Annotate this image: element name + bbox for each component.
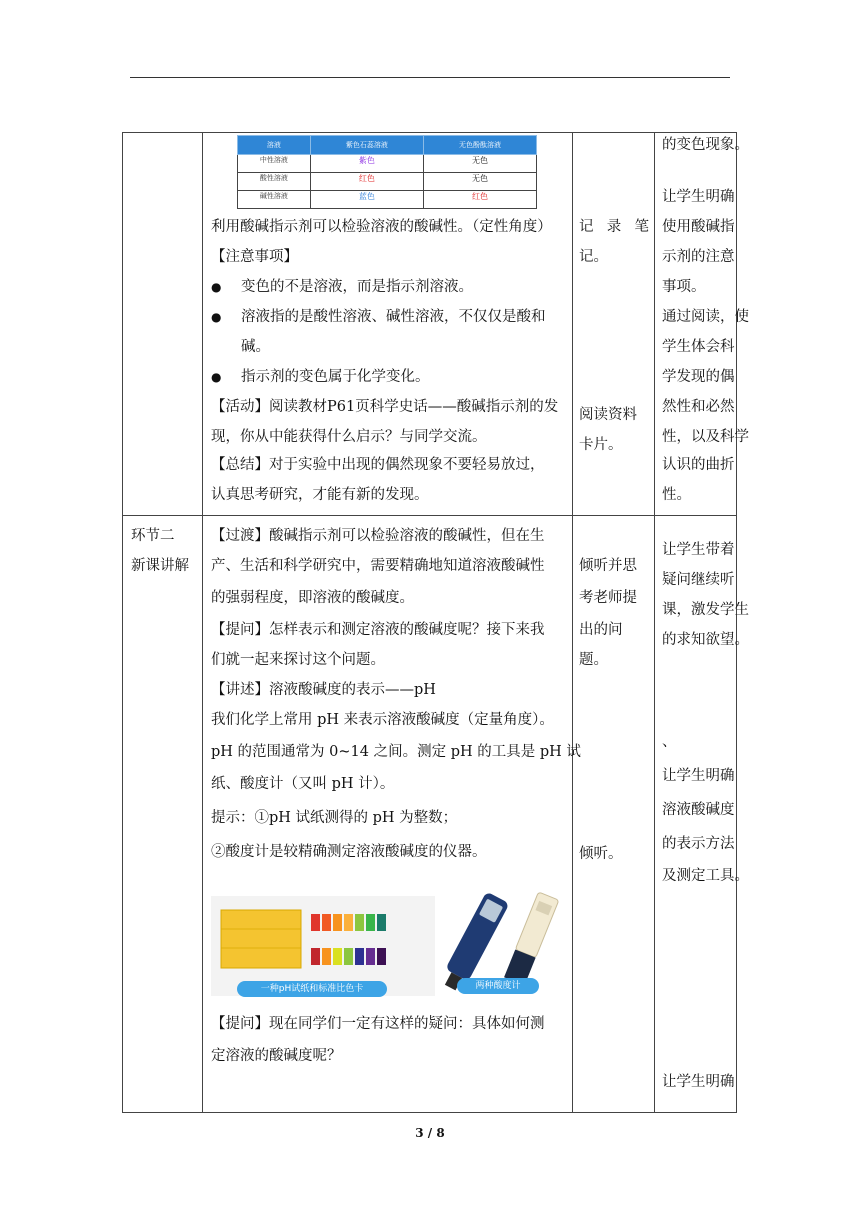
intent-cell — [655, 516, 749, 1113]
text-line: 产、生活和科学研究中，需要精确地知道溶液酸碱性 — [211, 558, 545, 574]
content-cell — [203, 133, 573, 516]
student-cell — [573, 516, 655, 1113]
stage-label: 环节二 — [131, 528, 175, 544]
indicator-cell: 碱性溶液 — [238, 191, 311, 209]
intent-text: 让 学 生 带 着 — [662, 542, 735, 558]
student-text: 题。 — [579, 652, 608, 668]
bullet-text: 变色的不是溶液，而是指示剂溶液。 — [241, 279, 473, 295]
text-line: 【讲述】溶液酸碱度的表示——pH — [211, 682, 436, 698]
text-line: pH 的范围通常为 0~14 之间。测定 pH 的工具是 pH 试 — [211, 744, 581, 760]
student-cell — [573, 133, 655, 516]
student-text: 阅读资料 — [579, 407, 637, 423]
text-line: 【过渡】酸碱指示剂可以检验溶液的酸碱性，但在生 — [211, 528, 545, 544]
intent-text: 的求知欲望。 — [662, 632, 749, 648]
indicator-cell: 酸性溶液 — [238, 173, 311, 191]
indicator-color-table — [237, 135, 537, 209]
intent-text: 性。 — [662, 487, 691, 503]
intent-text: 使 用 酸 碱 指 — [662, 219, 735, 235]
text-line: 认真思考研究，才能有新的发现。 — [211, 487, 429, 503]
intent-text: 及测定工具。 — [662, 868, 749, 884]
table-row — [123, 516, 737, 1113]
intent-text: 溶 液 酸 碱 度 — [662, 802, 735, 818]
text-line: 的强弱程度，即溶液的酸碱度。 — [211, 590, 414, 606]
text-line: 利用酸碱指示剂可以检验溶液的酸碱性。（定性角度） — [211, 219, 552, 235]
text-line: 【提问】怎样表示和测定溶液的酸碱度呢？接下来我 — [211, 622, 545, 638]
indicator-header: 无色酚酞溶液 — [423, 136, 536, 155]
header-rule — [130, 77, 730, 78]
intent-text: 示 剂 的 注 意 — [662, 249, 735, 265]
intent-text: 让 学 生 明 确 — [662, 768, 735, 784]
indicator-cell: 无色 — [423, 173, 536, 191]
text-line: 定溶液的酸碱度呢？ — [211, 1048, 342, 1064]
stage-cell — [123, 133, 203, 516]
intent-text: 认 识 的 曲 折 — [662, 457, 735, 473]
bullet-icon: ● — [211, 310, 222, 324]
indicator-header: 紫色石蕊溶液 — [310, 136, 423, 155]
intent-text: 让 学 生 明 确 — [662, 1074, 735, 1090]
student-text: 考老师提 — [579, 590, 637, 606]
text-line: 【总结】对于实验中出现的偶然现象不要轻易放过， — [211, 457, 545, 473]
student-text: 卡片。 — [579, 437, 623, 453]
text-line: 我们化学上常用 pH 来表示溶液酸碱度（定量角度）。 — [211, 712, 554, 728]
intent-text: 让 学 生 明 确 — [662, 189, 735, 205]
bullet-text: 指示剂的变色属于化学变化。 — [241, 369, 430, 385]
stage-label: 新课讲解 — [131, 558, 189, 574]
indicator-header: 溶液 — [238, 136, 311, 155]
lesson-plan-table — [122, 132, 749, 1113]
text-line: 纸、酸度计（又叫 pH 计）。 — [211, 776, 395, 792]
intent-text: 课，激发学生 — [662, 602, 749, 618]
intent-text: 性，以及科学 — [662, 429, 749, 445]
intent-text: 的 表 示 方 法 — [662, 836, 735, 852]
text-line: ②酸度计是较精确测定溶液酸碱度的仪器。 — [211, 844, 487, 860]
note-title: 【注意事项】 — [211, 249, 298, 265]
indicator-cell: 无色 — [423, 155, 536, 173]
page-number: 3 / 8 — [415, 1126, 445, 1140]
indicator-cell: 蓝色 — [310, 191, 423, 209]
text-line: 【提问】现在同学们一定有这样的疑问：具体如何测 — [211, 1016, 545, 1032]
intent-text: 然 性 和 必 然 — [662, 399, 735, 415]
student-text: 倾听。 — [579, 846, 623, 862]
student-text: 记。 — [579, 249, 608, 265]
text-line: 现，你从中能获得什么启示？与同学交流。 — [211, 429, 487, 445]
intent-text: 、 — [662, 734, 677, 750]
ph-paper-caption: 一种pH试纸和标准比色卡 — [237, 981, 387, 997]
bullet-text: 碱。 — [241, 339, 270, 355]
student-text: 出的问 — [579, 622, 623, 638]
stage-cell — [123, 516, 203, 1113]
indicator-cell: 红色 — [423, 191, 536, 209]
student-text: 倾听并思 — [579, 558, 637, 574]
student-text: 记 录 笔 — [579, 219, 649, 235]
text-line: 们就一起来探讨这个问题。 — [211, 652, 385, 668]
intent-text: 学 生 体 会 科 — [662, 339, 735, 355]
bullet-icon: ● — [211, 370, 222, 384]
content-cell — [203, 516, 581, 1113]
indicator-cell: 中性溶液 — [238, 155, 311, 173]
bullet-text: 溶液指的是酸性溶液、碱性溶液，不仅仅是酸和 — [241, 309, 546, 325]
bullet-icon: ● — [211, 280, 222, 294]
text-line: 提示：①pH 试纸测得的 pH 为整数； — [211, 810, 458, 826]
intent-text: 的变色现象。 — [662, 137, 749, 153]
intent-text: 通过阅读，使 — [662, 309, 749, 325]
table-row — [123, 133, 737, 516]
indicator-cell: 紫色 — [310, 155, 423, 173]
indicator-cell: 红色 — [310, 173, 423, 191]
text-line: 【活动】阅读教材P61页科学史话——酸碱指示剂的发 — [211, 399, 559, 415]
intent-text: 疑 问 继 续 听 — [662, 572, 735, 588]
intent-cell — [655, 133, 749, 516]
intent-text: 事项。 — [662, 279, 706, 295]
intent-text: 学 发 现 的 偶 — [662, 369, 735, 385]
ph-meter-caption: 两种酸度计 — [457, 978, 539, 994]
